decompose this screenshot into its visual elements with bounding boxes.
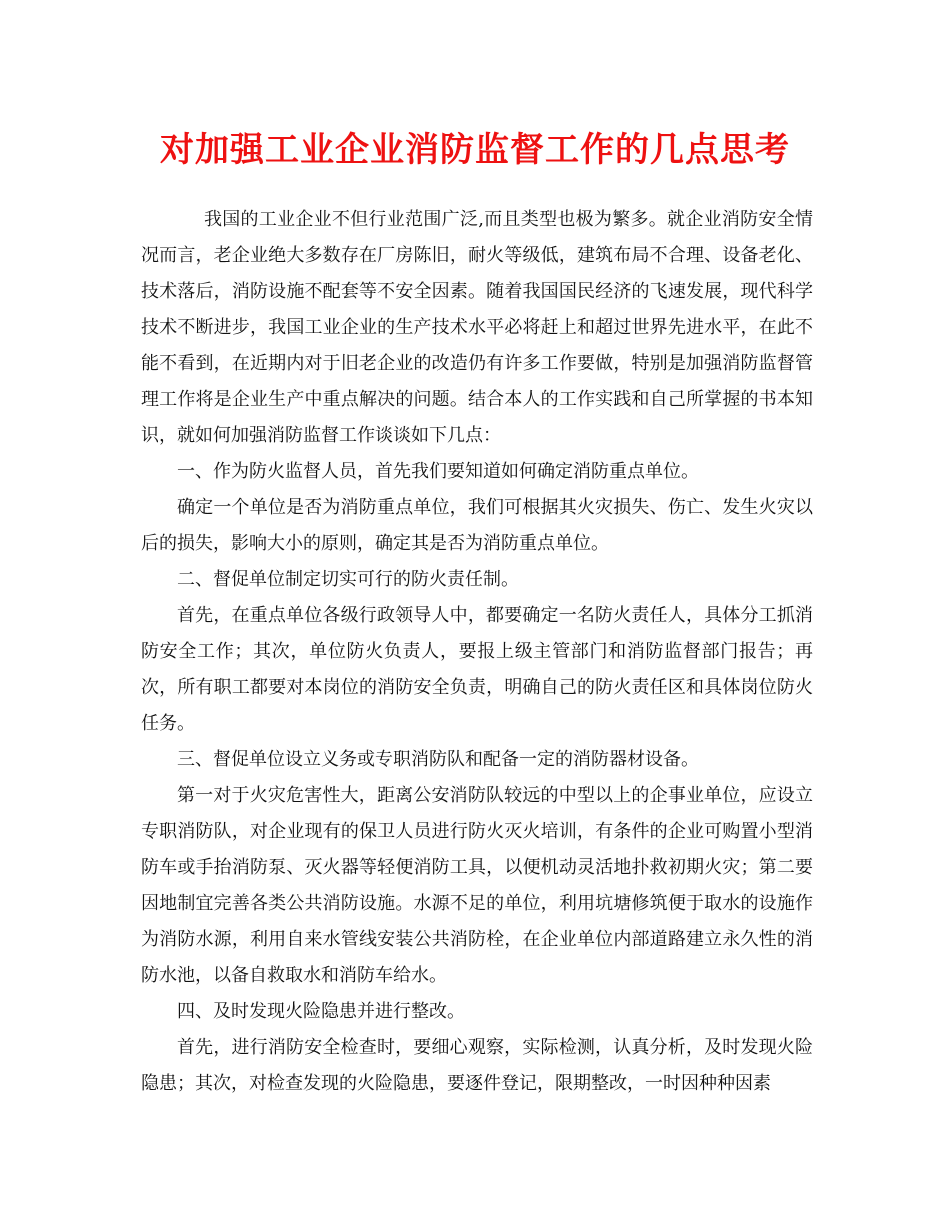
section-paragraph-2: 首先，在重点单位各级行政领导人中，都要确定一名防火责任人，具体分工抓消防安全工作；其次，单位防火负责人，要报上级主管部门和消防监督部门报告；再次，所有职工都要对本岗位的消防安全负责，明确自己的防火责任区和具体岗位防火任务。 xyxy=(141,605,813,734)
section-heading-2: 二、督促单位制定切实可行的防火责任制。 xyxy=(177,569,519,590)
intro-paragraph: 我国的工业企业不但行业范围广泛,而且类型也极为繁多。就企业消防安全情况而言，老企业绝大多数存在厂房陈旧，耐火等级低，建筑布局不合理、设备老化、技术落后，消防设施不配套等不安全因素。随着我国国民经济的飞速发展，现代科学技术不断进步，我国工业企业的生产技术水平必将赶上和超过世界先进水平，在此不能不看到，在近期内对于旧老企业的改造仍有许多工作要做，特别是加强消防监督管理工作将是企业生产中重点解决的问题。结合本人的工作实践和自己所掌握的书本知识，就如何加强消防监督工作谈谈如下几点： xyxy=(141,209,813,446)
section-heading-3: 三、督促单位设立义务或专职消防队和配备一定的消防器材设备。 xyxy=(177,749,699,770)
document-title: 对加强工业企业消防监督工作的几点思考 xyxy=(160,130,790,170)
document-body xyxy=(141,202,813,1102)
section-paragraph-4: 首先，进行消防安全检查时，要细心观察，实际检测，认真分析，及时发现火险隐患；其次，对检查发现的火险隐患，要逐件登记，限期整改，一时因种种因素 xyxy=(141,1037,813,1094)
section-paragraph-3: 第一对于火灾危害性大，距离公安消防队较远的中型以上的企事业单位，应设立专职消防队，对企业现有的保卫人员进行防火灭火培训，有条件的企业可购置小型消防车或手抬消防泵、灭火器等轻便消防工具，以便机动灵活地扑救初期火灾；第二要因地制宜完善各类公共消防设施。水源不足的单位，利用坑塘修筑便于取水的设施作为消防水源，利用自来水管线安装公共消防栓，在企业单位内部道路建立永久性的消防水池，以备自救取水和消防车给水。 xyxy=(141,785,813,986)
section-paragraph-1: 确定一个单位是否为消防重点单位，我们可根据其火灾损失、伤亡、发生火灾以后的损失，影响大小的原则，确定其是否为消防重点单位。 xyxy=(141,497,813,554)
section-heading-4: 四、及时发现火险隐患并进行整改。 xyxy=(177,1001,465,1022)
section-heading-1: 一、作为防火监督人员，首先我们要知道如何确定消防重点单位。 xyxy=(177,461,699,482)
